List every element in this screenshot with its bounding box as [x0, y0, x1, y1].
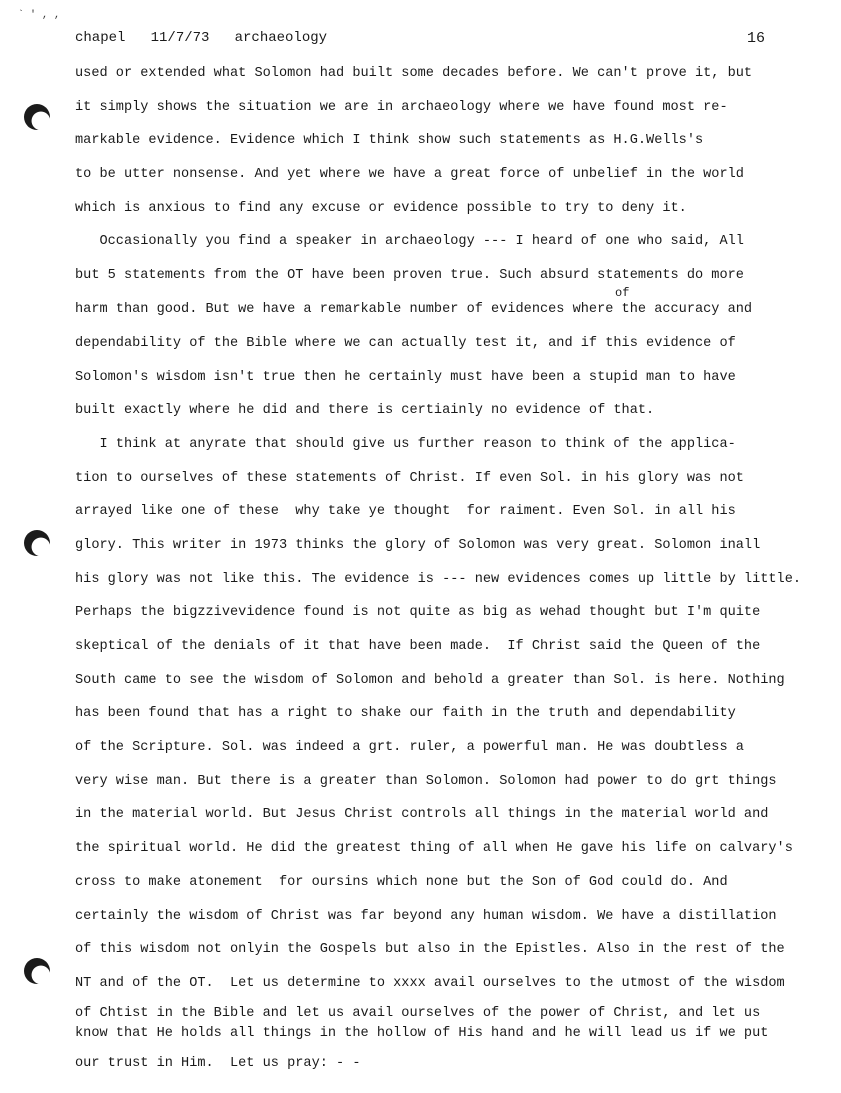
text-line: dependability of the Bible where we can actually test it, and if this evidence of	[75, 335, 736, 351]
text-line: Occasionally you find a speaker in archaeology --- I heard of one who said, All	[75, 234, 744, 250]
text-line: markable evidence. Evidence which I think show such statements as H.G.Wells's	[75, 133, 704, 149]
text-line: arrayed like one of these why take ye thought for raiment. Even Sol. in all his	[75, 504, 736, 520]
text-line: South came to see the wisdom of Solomon and behold a greater than Sol. is here. Nothing	[75, 672, 785, 688]
text-line: the spiritual world. He did the greatest thing of all when He gave his life on calvary's	[75, 841, 793, 857]
text-line: our trust in Him. Let us pray: - -	[75, 1055, 361, 1071]
text-line: his glory was not like this. The evidence is --- new evidences comes up little by little.	[75, 571, 802, 587]
page-header	[75, 30, 765, 50]
text-line: of this wisdom not onlyin the Gospels but also in the Epistles. Also in the rest of the	[75, 942, 785, 958]
text-line: NT and of the OT. Let us determine to xxxx avail ourselves to the utmost of the wisdom	[75, 975, 785, 991]
punch-hole-middle	[24, 530, 50, 556]
text-line: Perhaps the bigzzivevidence found is not quite as big as wehad thought but I'm quite	[75, 605, 761, 621]
text-line: it simply shows the situation we are in archaeology where we have found most re-	[75, 99, 728, 115]
text-line: tion to ourselves of these statements of Christ. If even Sol. in his glory was not	[75, 470, 744, 486]
text-line: but 5 statements from the OT have been proven true. Such absurd statements do more	[75, 268, 744, 284]
punch-hole-top	[24, 104, 50, 130]
text-line: has been found that has a right to shake our faith in the truth and dependability	[75, 706, 736, 722]
text-line: very wise man. But there is a greater than Solomon. Solomon had power to do grt things	[75, 773, 777, 789]
text-line: in the material world. But Jesus Christ controls all things in the material world and	[75, 807, 769, 823]
text-line: built exactly where he did and there is certiainly no evidence of that.	[75, 403, 655, 419]
text-line: of the Scripture. Sol. was indeed a grt. ruler, a powerful man. He was doubtless a	[75, 740, 744, 756]
punch-hole-bottom	[24, 958, 50, 984]
header-title: chapel 11/7/73 archaeology	[75, 30, 328, 46]
text-line: certainly the wisdom of Christ was far beyond any human wisdom. We have a distillation	[75, 908, 777, 924]
text-line: glory. This writer in 1973 thinks the glory of Solomon was very great. Solomon inall	[75, 537, 761, 553]
text-line: which is anxious to find any excuse or evidence possible to try to deny it.	[75, 200, 687, 216]
body-text	[75, 63, 825, 1087]
text-line: cross to make atonement for oursins which none but the Son of God could do. And	[75, 874, 728, 890]
text-line: skeptical of the denials of it that have been made. If Christ said the Queen of the	[75, 639, 761, 654]
interlinear-insertion: of	[615, 286, 630, 301]
text-line: used or extended what Solomon had built some decades before. We can't prove it, but	[75, 66, 753, 81]
page-specks: ` ' , ,	[18, 10, 61, 21]
page-number: 16	[746, 30, 765, 47]
text-line: Solomon's wisdom isn't true then he certainly must have been a stupid man to have	[75, 369, 736, 385]
text-line: to be utter nonsense. And yet where we have a great force of unbelief in the world	[75, 167, 744, 183]
text-line: of Chtist in the Bible and let us avail ourselves of the power of Christ, and let us	[75, 1005, 761, 1021]
text-line: harm than good. But we have a remarkable number of evidences where the accuracy and	[75, 302, 753, 318]
text-line: know that He holds all things in the hollow of His hand and he will lead us if we put	[75, 1025, 769, 1041]
text-line: I think at anyrate that should give us further reason to think of the applica-	[75, 436, 736, 452]
